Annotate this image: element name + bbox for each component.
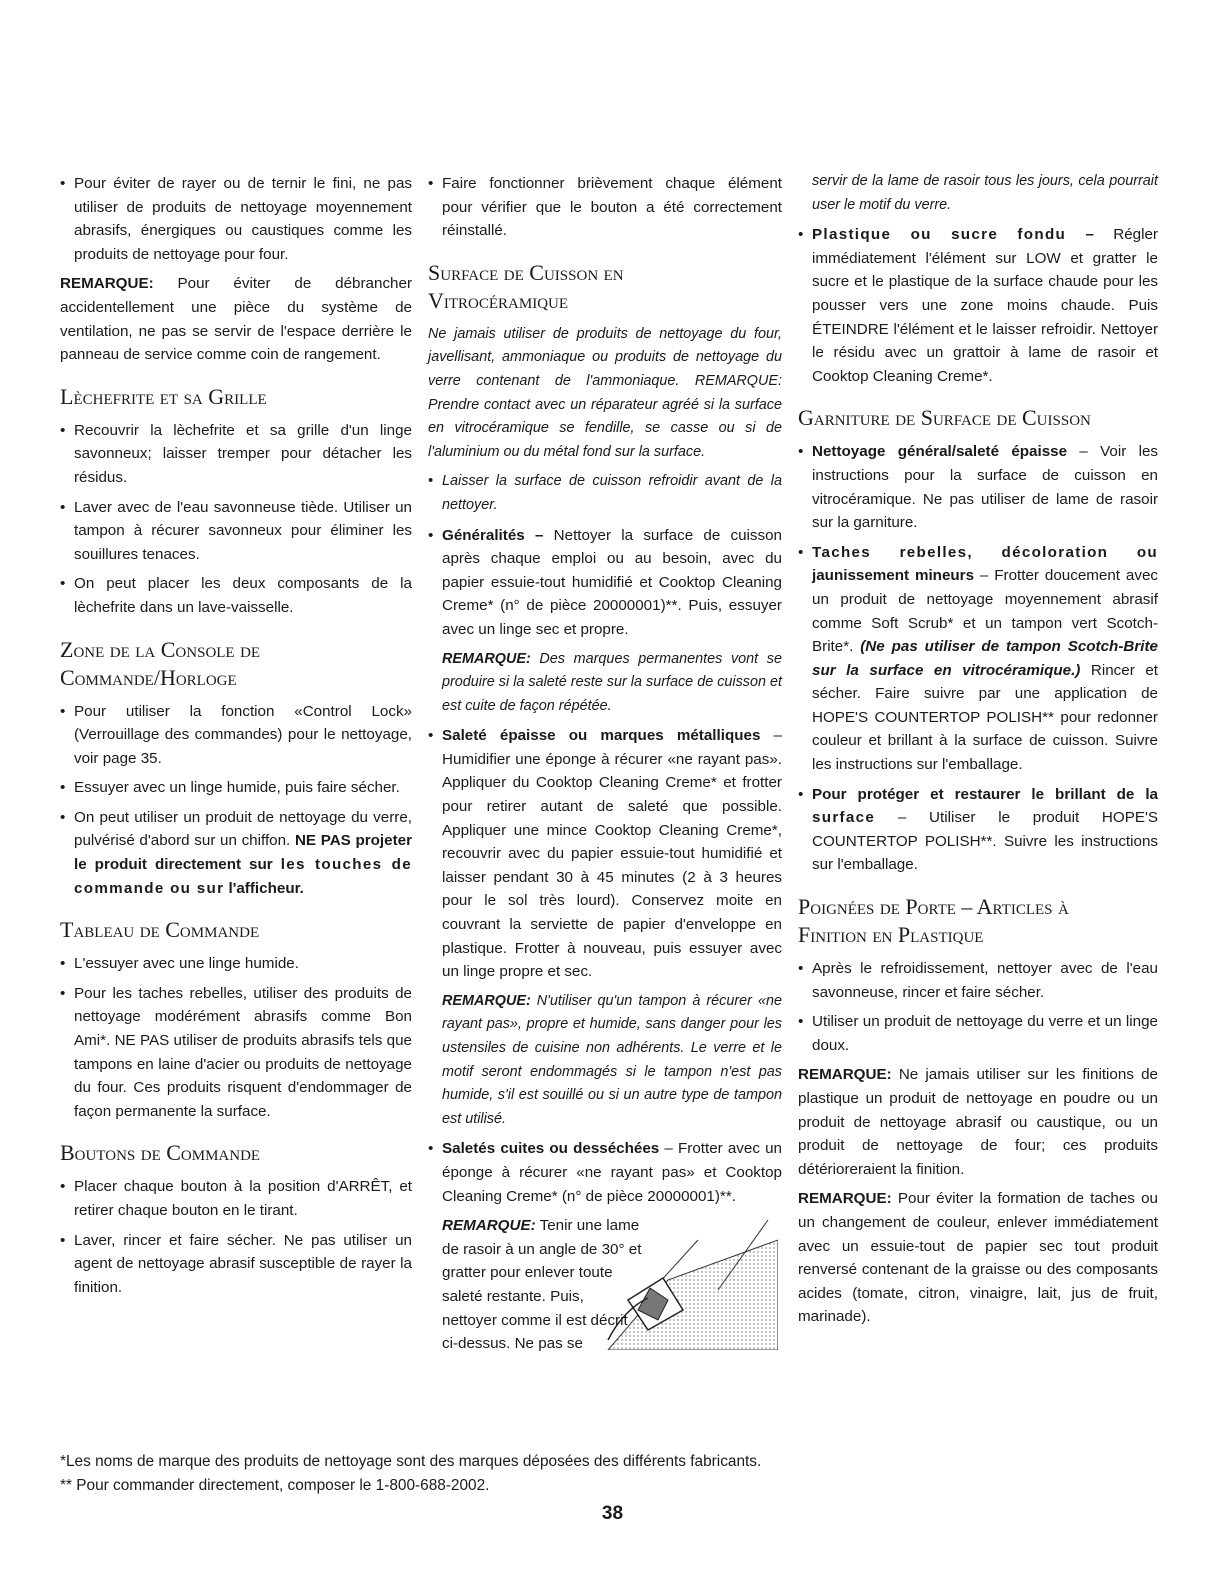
tableau-bullet-2: • Pour les taches rebelles, utiliser des produits de nettoyage modérément abrasifs comme Bon Ami*. NE PAS utiliser de produits abrasifs tels que tampons en laine d'acier ou produits de nettoyage du four. Ces produits risquent d'endommager de façon permanente la surface. (60, 982, 412, 1124)
salete-epaisse-bullet: • Saleté épaisse ou marques métalliques – Humidifier une éponge à récurer «ne rayant pas». Appliquer du Cooktop Cleaning Creme* et frotter pour retirer autant de saleté que possible. Appliquer une mince Cooktop Cleaning Creme*, recouvrir avec du papier essuie-tout humidifié et laisser pendant 30 à 45 minutes (2 à 3 heures pour le sol très lourd). Conservez moite en couvrant la serviette de papier d'enveloppe en plastique. Frotter à nouveau, puis essuyer avec un linge propre et sec. (428, 724, 782, 984)
poignees-bullet-2: • Utiliser un produit de nettoyage du verre et un linge doux. (798, 1010, 1158, 1057)
remarque-plastique: REMARQUE: Ne jamais utiliser sur les finitions de plastique un produit de nettoyage en poudre ou un produit de nettoyage abrasif ou caustique, ou un produit de nettoyage de four; ces produits détérioreraient la finition. (798, 1066, 1158, 1178)
left-column (60, 172, 412, 1305)
saletes-cuites-bullet: • Saletés cuites ou desséchées – Frotter avec un éponge à récurer «ne rayant pas» et Cooktop Cleaning Creme* (n° de pièce 20000001)**. (428, 1137, 782, 1208)
heading-boutons: Boutons de Commande (60, 1140, 261, 1166)
lechefrite-bullet-2: • Laver avec de l'eau savonneuse tiède. Utiliser un tampon à récurer savonneux pour éliminer les souillures tenaces. (60, 496, 412, 567)
zone-bullet-2: • Essuyer avec un linge humide, puis faire sécher. (60, 776, 412, 800)
page-number: 38 (601, 1503, 624, 1524)
poignees-bullet-1: • Après le refroidissement, nettoyer avec de l'eau savonneuse, rincer et faire sécher. (798, 957, 1158, 1004)
surface-warning: Ne jamais utiliser de produits de nettoyage du four, javellisant, ammoniaque ou produits de nettoyage du verre contenant de l'ammoniaque. REMARQUE: Prendre contact avec un réparateur agréé si la surface en vitrocéramique se fendille, se casse ou si de l'aluminium ou du métal fond sur la surface. (428, 325, 782, 460)
garniture-bullet-3: • Pour protéger et restaurer le brillant de la surface – Utiliser le produit HOPE'S COUNTERTOP POLISH**. Suivre les instructions sur l'emballage. (798, 783, 1158, 877)
garniture-bullet-2: • Taches rebelles, décoloration ou jaunissement mineurs – Frotter doucement avec un produit de nettoyage moyennement abrasif comme Soft Scrub* et un tampon vert Scotch-Brite*. (Ne pas utiliser de tampon Scotch-Brite sur la surface en vitrocéramique.) Rincer et sécher. Faire suivre par une application de HOPE'S COUNTERTOP POLISH** pour redonner couleur et brillant à la surface de cuisson. Suivre les instructions sur l'emballage. (798, 541, 1158, 777)
heading-zone-console: Zone de la Console de Commande/Horloge (60, 636, 261, 690)
razor-note-continued: servir de la lame de rasoir tous les jours, cela pourrait user le motif du verre. (812, 173, 1158, 213)
heading-lechefrite: Lèchefrite et sa Grille (60, 383, 267, 409)
razor-note-with-illustration (428, 1214, 788, 1353)
heading-surface-vitroceramique: Surface de Cuisson en Vitrocéramique (428, 259, 624, 313)
zone-bullet-1: • Pour utiliser la fonction «Control Lock» (Verrouillage des commandes) pour le nettoyage, voir page 35. (60, 700, 412, 771)
garniture-bullet-1: • Nettoyage général/saleté épaisse – Voir les instructions pour la surface de cuisson en vitrocéramique. Ne pas utiliser de lame de rasoir sur la garniture. (798, 440, 1158, 534)
reinstall-bullet: • Faire fonctionner brièvement chaque élément pour vérifier que le bouton a été correctement réinstallé. (428, 172, 782, 243)
heading-garniture: Garniture de Surface de Cuisson (798, 405, 1091, 431)
intro-bullet: • Pour éviter de rayer ou de ternir le fini, ne pas utiliser de produits de nettoyage moyennement abrasifs, énergiques ou caustiques comme les produits de nettoyage pour four. (60, 172, 412, 266)
cool-surface-bullet: • Laisser la surface de cuisson refroidir avant de la nettoyer. (428, 470, 782, 517)
ventilation-note: REMARQUE: Pour éviter de débrancher accidentellement une pièce du système de ventilation, ne pas se servir de l'espace derrière le panneau de service comme coin de rangement. (60, 275, 412, 364)
zone-bullet-3: • On peut utiliser un produit de nettoyage du verre, pulvérisé d'abord sur un chiffon. NE PAS projeter le produit directement sur les touches de commande ou sur l'afficheur. (60, 806, 412, 900)
generalites-bullet: • Généralités – Nettoyer la surface de cuisson après chaque emploi ou au besoin, avec du papier essuie-tout humidifié et Cooktop Cleaning Creme* (n° de pièce 20000001)**. Puis, essuyer avec un linge sec et propre. (428, 524, 782, 642)
remarque-taches: REMARQUE: Pour éviter la formation de taches ou un changement de couleur, enlever immédiatement avec un essuie-tout de papier sec tout produit renversé contenant de la graisse ou des composants acides (tomate, citron, vinaigre, lait, jus de fruit, marinade). (798, 1190, 1158, 1326)
razor-scraper-illustration (588, 1210, 778, 1350)
remarque-razor: REMARQUE: Tenir une lame de rasoir à un angle de 30° et gratter pour enlever toute saleté restante. Puis, nettoyer comme il est décrit ci-dessus. Ne pas se (442, 1217, 642, 1353)
boutons-bullet-1: • Placer chaque bouton à la position d'ARRÊT, et retirer chaque bouton en le tirant. (60, 1175, 412, 1222)
footnotes (60, 1450, 1160, 1498)
tableau-bullet-1: • L'essuyer avec une linge humide. (60, 952, 412, 976)
heading-tableau: Tableau de Commande (60, 917, 260, 943)
heading-poignees: Poignées de Porte – Articles à Finition en Plastique (798, 894, 1069, 948)
footnote-order-phone: ** Pour commander directement, composer le 1-800-688-2002. (60, 1477, 490, 1494)
footnote-trademarks: *Les noms de marque des produits de nettoyage sont des marques déposées des différents fabricants. (60, 1453, 762, 1470)
middle-column (428, 172, 782, 1353)
remarque-tampon: REMARQUE: N'utiliser qu'un tampon à récurer «ne rayant pas», propre et humide, sans danger pour les ustensiles de cuisine non adhérents. Le verre et le motif seront endommagés si le tampon n'est pas humide, s'il est souillé ou si un autre type de tampon est utilisé. (442, 992, 782, 1127)
remarque-permanent-marks: REMARQUE: Des marques permanentes vont se produire si la saleté reste sur la surface de cuisson et est cuite de façon répétée. (442, 650, 782, 714)
boutons-bullet-2: • Laver, rincer et faire sécher. Ne pas utiliser un agent de nettoyage abrasif susceptible de rayer la finition. (60, 1229, 412, 1300)
lechefrite-bullet-1: • Recouvrir la lèchefrite et sa grille d'un linge savonneux; laisser tremper pour détacher les résidus. (60, 419, 412, 490)
plastique-bullet: • Plastique ou sucre fondu – Régler immédiatement l'élément sur LOW et gratter le sucre et le plastique de la surface chaude pour les pousser vers une zone moins chaude. Puis ÉTEINDRE l'élément et le laisser refroidir. Nettoyer le résidu avec un grattoir à lame de rasoir et Cooktop Cleaning Creme*. (798, 223, 1158, 388)
lechefrite-bullet-3: • On peut placer les deux composants de la lèchefrite dans un lave-vaisselle. (60, 572, 412, 619)
right-column (798, 172, 1158, 1335)
